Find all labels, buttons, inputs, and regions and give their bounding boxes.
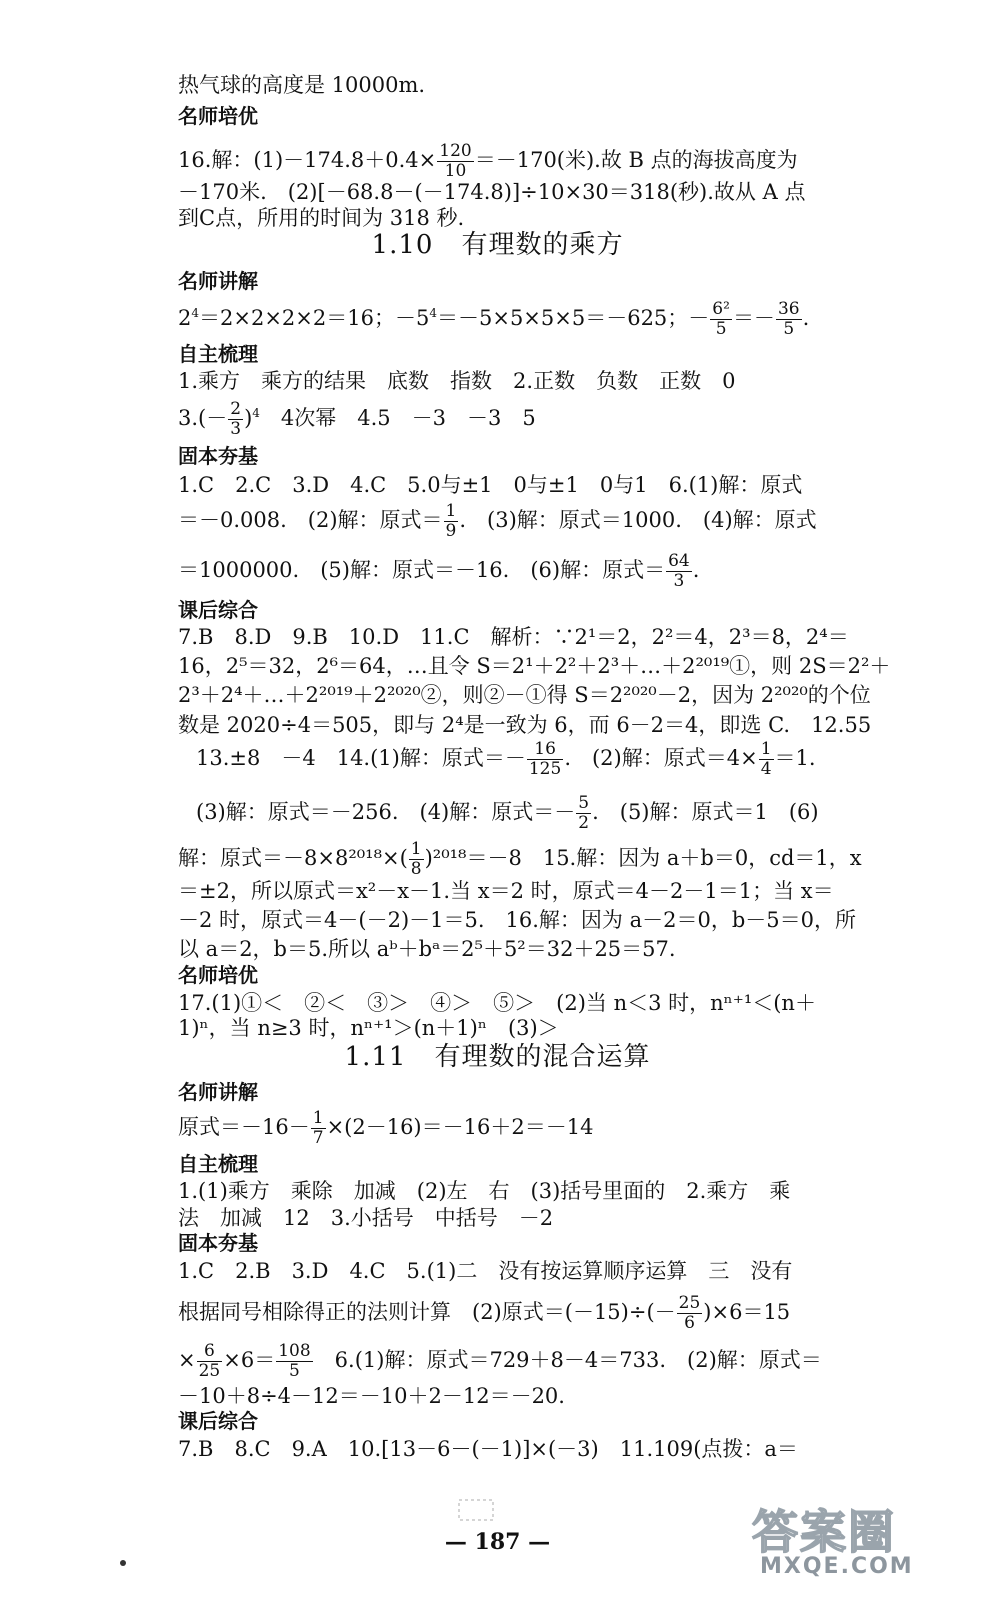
heading-teacher-explanation: 名师讲解 xyxy=(178,269,258,293)
text-line: 法 加减 12 3.小括号 中括号 －2 xyxy=(178,1206,554,1230)
text-line: 热气球的高度是 10000m. xyxy=(178,73,426,97)
text-line: 解：原式＝－8×8²⁰¹⁸×( $\frac{1}{8}$ )²⁰¹⁸＝－8 15.解：因为 a＋b＝0，cd＝1，x xyxy=(178,839,862,879)
text-line: 1.(1)乘方 乘除 加减 (2)左 右 (3)括号里面的 2.乘方 乘 xyxy=(178,1179,791,1203)
text-line: 16.解：(1)－174.8＋0.4× $\frac{120}{10}$ ＝－170(米).故 B 点的海拔高度为 xyxy=(178,141,798,181)
heading-basics: 固本夯基 xyxy=(178,1231,258,1255)
text-line: 17.(1)①＜ ②＜ ③＞ ④＞ ⑤＞ (2)当 n＜3 时，nⁿ⁺¹＜(n＋ xyxy=(178,991,816,1015)
text-line: 到C点，所用的时间为 318 秒. xyxy=(178,206,465,230)
fraction: $\frac{120}{10}$ xyxy=(439,141,472,181)
fraction: $\frac{1}{9}$ xyxy=(445,501,457,541)
heading-famous-teacher-advanced: 名师培优 xyxy=(178,104,258,128)
text-line: 1)ⁿ，当 n≥3 时，nⁿ⁺¹＞(n＋1)ⁿ (3)＞ xyxy=(178,1016,559,1040)
text-line: 7.B 8.C 9.A 10.[13－6－(－1)]×(－3) 11.109(点拨：a＝ xyxy=(178,1437,798,1461)
fraction: $\frac{6}{25}$ xyxy=(198,1341,221,1381)
text-line: × $\frac{6}{25}$ ×6＝ $\frac{108}{5}$ 6.(1)解：原式＝729＋8－4＝733. (2)解：原式＝ xyxy=(178,1341,822,1381)
fraction: $\frac{108}{5}$ xyxy=(278,1341,311,1381)
heading-basics: 固本夯基 xyxy=(178,444,258,468)
text-line: 原式＝－16－ $\frac{1}{7}$ ×(2－16)＝－16＋2＝－14 xyxy=(178,1108,594,1148)
heading-teacher-explanation: 名师讲解 xyxy=(178,1080,258,1104)
watermark-url: MXQE.COM xyxy=(760,1554,914,1579)
heading-self-review: 自主梳理 xyxy=(178,342,258,366)
text-line: 13.±8 －4 14.(1)解：原式＝－ $\frac{16}{125}$ . (2)解：原式＝4× $\frac{1}{4}$ ＝1. xyxy=(196,739,816,779)
section-title-1-10: 1.10 有理数的乘方 xyxy=(371,230,624,260)
fraction: $\frac{64}{3}$ xyxy=(668,551,690,591)
fraction: $\frac{36}{5}$ xyxy=(777,299,800,339)
watermark-logo xyxy=(746,1496,981,1586)
page-number: — 187 — xyxy=(444,1529,551,1555)
text-line: －2 时，原式＝4－(－2)－1＝5. 16.解：因为 a－2＝0，b－5＝0，所 xyxy=(178,908,857,932)
text-line: 数是 2020÷4＝505，即与 2⁴是一致为 6，而 6－2＝4，即选 C. 12.55 xyxy=(178,713,872,737)
fraction: $\frac{1}{7}$ xyxy=(312,1108,324,1148)
text-line: ＝－0.008. (2)解：原式＝ $\frac{1}{9}$ . (3)解：原式＝1000. (4)解：原式 xyxy=(178,501,817,541)
text-line: ＝1000000. (5)解：原式＝－16. (6)解：原式＝ $\frac{64}{3}$ . xyxy=(178,551,700,591)
text-line: 2³＋2⁴＋…＋2²⁰¹⁹＋2²⁰²⁰②，则②－①得 S＝2²⁰²⁰－2，因为 2²⁰²⁰的个位 xyxy=(178,683,871,707)
text-line: －170米. (2)[－68.8－(－174.8)]÷10×30＝318(秒).故从 A 点 xyxy=(178,180,806,204)
text-line: 3.(－ $\frac{2}{3}$ )$^4$ 4次幂 4.5 －3 －3 5 xyxy=(178,399,536,439)
text-line: －10＋8÷4－12＝－10＋2－12＝－20. xyxy=(178,1384,565,1408)
fraction: $\frac{25}{6}$ xyxy=(678,1293,701,1333)
text-line: 以 a＝2，b＝5.所以 aᵇ＋bᵃ＝2⁵＋5²＝32＋25＝57. xyxy=(178,937,676,961)
text-line: 1.乘方 乘方的结果 底数 指数 2.正数 负数 正数 0 xyxy=(178,369,736,393)
text-line: 1.C 2.C 3.D 4.C 5.0与±1 0与±1 0与1 6.(1)解：原式 xyxy=(178,473,803,497)
section-title-1-11: 1.11 有理数的混合运算 xyxy=(344,1042,651,1072)
fraction: $\frac{5}{2}$ xyxy=(578,793,590,833)
faint-stamp-mark xyxy=(455,1496,497,1524)
fraction: $\frac{1}{4}$ xyxy=(760,739,772,779)
fraction: $\frac{16}{125}$ xyxy=(528,739,562,779)
text-line: (3)解：原式＝－256. (4)解：原式＝－ $\frac{5}{2}$ . (5)解：原式＝1 (6) xyxy=(196,793,819,833)
heading-famous-teacher-advanced: 名师培优 xyxy=(178,963,258,987)
text-line: 7.B 8.D 9.B 10.D 11.C 解析：∵2¹＝2，2²＝4，2³＝8，2⁴＝ xyxy=(178,625,849,649)
fraction: $\frac{2}{3}$ xyxy=(230,399,242,439)
ink-speck xyxy=(120,1560,126,1566)
text-line: 16，2⁵＝32，2⁶＝64，…且令 S＝2¹＋2²＋2³＋…＋2²⁰¹⁹①，则 2S＝2²＋ xyxy=(178,654,891,678)
fraction: $\frac{\text{6²}}{5}$ xyxy=(712,299,730,339)
heading-self-review: 自主梳理 xyxy=(178,1152,258,1176)
text-line: $2^4=2\times 2\times 2\times 2=16$；$-5^4=-5\times 5\times 5\times 5=-625$；－ $\frac{\text{6²}}{5}$ ＝－ $\frac{36}{5}$ . xyxy=(178,299,810,339)
watermark-glyphs: 答案圈 xyxy=(752,1505,896,1559)
heading-after-class: 课后综合 xyxy=(178,598,258,622)
fraction: $\frac{1}{8}$ xyxy=(410,839,422,879)
text-line: 1.C 2.B 3.D 4.C 5.(1)二 没有按运算顺序运算 三 没有 xyxy=(178,1259,793,1283)
text-line: 根据同号相除得正的法则计算 (2)原式＝(－15)÷(－ $\frac{25}{6}$ )×6＝15 xyxy=(178,1293,791,1333)
heading-after-class: 课后综合 xyxy=(178,1409,258,1433)
text-line: ＝±2，所以原式＝x²－x－1.当 x＝2 时，原式＝4－2－1＝1；当 x＝ xyxy=(178,879,834,903)
